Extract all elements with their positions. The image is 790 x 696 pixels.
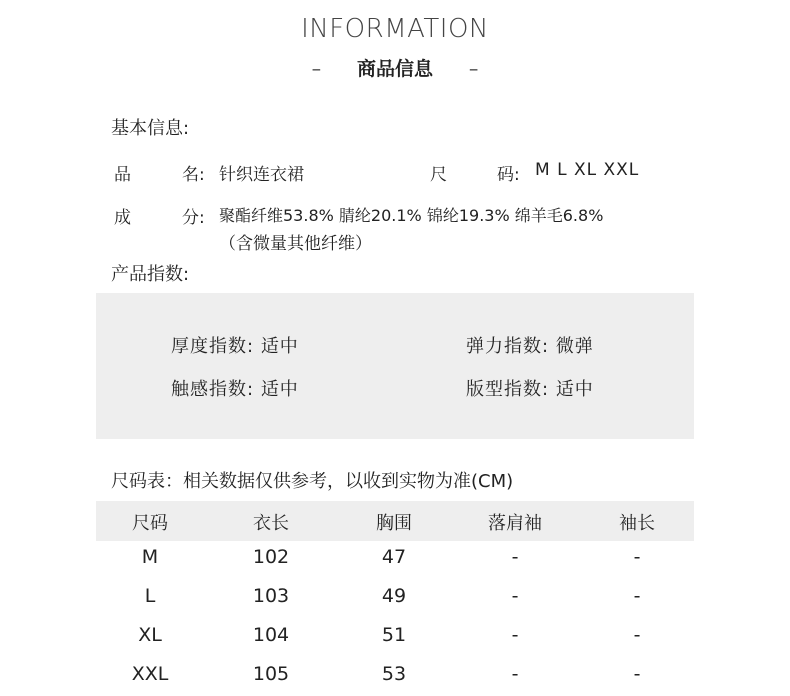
elasticity-index [466, 332, 594, 358]
table-cell: 104 [252, 624, 290, 646]
table-cell: 53 [381, 663, 407, 685]
touch-index-label: 触感指数: [171, 379, 255, 400]
table-cell: XXL [131, 663, 169, 685]
composition-label-char2: 分: [182, 208, 205, 228]
table-cell: 103 [252, 585, 290, 607]
basic-info-heading: 基本信息: [111, 118, 190, 139]
table-cell: - [511, 546, 519, 568]
name-label-char1: 品 [114, 165, 131, 185]
composition-note: （含微量其他纤维） [219, 234, 372, 254]
touch-index-value: 适中 [260, 379, 299, 400]
table-cell: 51 [381, 624, 407, 646]
page-title-chinese-text: 商品信息 [356, 58, 433, 80]
composition-value: 聚酯纤维53.8% 腈纶20.1% 锦纶19.3% 绵羊毛6.8% [219, 206, 604, 225]
table-cell: 102 [252, 546, 290, 568]
table-cell: 105 [252, 663, 290, 685]
page-title-english: INFORMATION [301, 14, 489, 44]
table-cell: XL [138, 624, 162, 646]
elasticity-index-label: 弹力指数: [466, 336, 550, 357]
product-index-heading: 产品指数: [111, 264, 190, 285]
touch-index [171, 375, 299, 401]
title-dash-right: – [468, 58, 479, 80]
table-cell: - [633, 585, 641, 607]
title-dash-left: – [311, 58, 322, 80]
elasticity-index-value: 微弹 [555, 336, 594, 357]
thickness-index-value: 适中 [260, 336, 299, 357]
table-cell: - [633, 663, 641, 685]
table-cell: - [633, 624, 641, 646]
table-cell: - [511, 585, 519, 607]
page-title-chinese [0, 54, 790, 81]
product-index-panel [96, 293, 694, 439]
table-cell: 47 [381, 546, 407, 568]
size-label-char1: 尺 [430, 165, 447, 185]
table-cell: 49 [381, 585, 407, 607]
size-table-header-drop-shoulder: 落肩袖 [488, 513, 542, 534]
thickness-index-label: 厚度指数: [171, 336, 255, 357]
composition-label-char1: 成 [114, 208, 131, 228]
fit-index-label: 版型指数: [466, 379, 550, 400]
size-table-header-length: 衣长 [253, 513, 289, 534]
product-name-value: 针织连衣裙 [219, 165, 304, 185]
fit-index-value: 适中 [555, 379, 594, 400]
table-cell: - [511, 663, 519, 685]
size-options-value: M L XL XXL [535, 160, 640, 180]
size-table-header-bust: 胸围 [376, 513, 412, 534]
name-label-char2: 名: [182, 165, 205, 185]
size-table-header-size: 尺码 [132, 513, 168, 534]
table-cell: M [141, 546, 159, 568]
size-label-char2: 码: [497, 165, 520, 185]
fit-index [466, 375, 594, 401]
table-cell: - [633, 546, 641, 568]
size-table-header-sleeve: 袖长 [619, 513, 655, 534]
size-table-caption: 尺码表：相关数据仅供参考，以收到实物为准(CM) [111, 471, 514, 492]
table-cell: L [144, 585, 156, 607]
table-cell: - [511, 624, 519, 646]
thickness-index [171, 332, 299, 358]
